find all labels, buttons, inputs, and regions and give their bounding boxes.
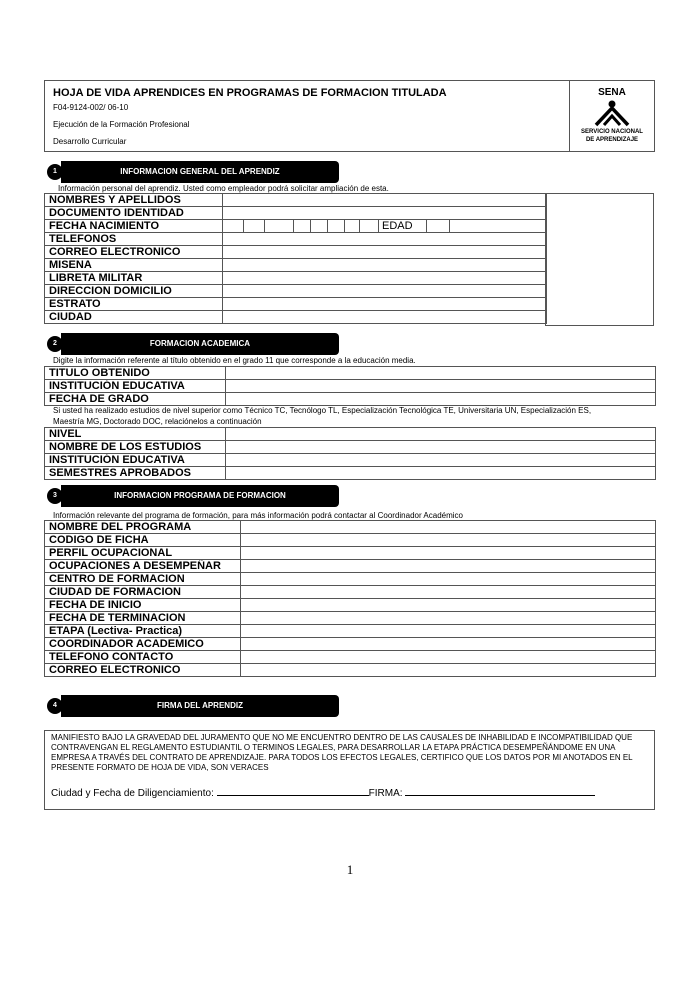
table-row [45, 233, 547, 246]
section-title: FORMACION ACADEMICA [61, 333, 339, 355]
field-input[interactable] [241, 638, 656, 651]
table-row [45, 547, 656, 560]
field-input[interactable] [223, 272, 547, 285]
field-label: ESTRATO [45, 298, 223, 311]
signature-label: FIRMA: [368, 788, 403, 799]
section-title: INFORMACION GENERAL DEL APRENDIZ [61, 161, 339, 183]
table-row [45, 380, 656, 393]
field-input[interactable] [226, 454, 656, 467]
field-label: NOMBRES Y APELLIDOS [45, 194, 223, 207]
field-label: CIUDAD DE FORMACION [45, 586, 241, 599]
table-row [45, 393, 656, 406]
page-number: 1 [346, 862, 354, 877]
table-row [45, 560, 656, 573]
logo-brand: SENA [598, 87, 626, 98]
field-input[interactable] [226, 393, 656, 406]
field-input[interactable] [241, 560, 656, 573]
field-label: MISENA [45, 259, 223, 272]
table-row [45, 246, 547, 259]
field-label: DIRECCION DOMICILIO [45, 285, 223, 298]
personal-info-table [44, 193, 547, 324]
section-1-note: Información personal del aprendiz. Usted como empleador podrá solicitar ampliación de esta. [58, 184, 389, 193]
field-label: ETAPA (Lectiva- Practica) [45, 625, 241, 638]
field-label: CODIGO DE FICHA [45, 534, 241, 547]
field-input[interactable] [241, 625, 656, 638]
field-input[interactable] [223, 285, 547, 298]
signature-line [51, 786, 595, 799]
table-row [45, 612, 656, 625]
field-label: FECHA NACIMIENTO [45, 220, 223, 233]
table-row [45, 625, 656, 638]
field-input[interactable] [226, 367, 656, 380]
field-label: FECHA DE INICIO [45, 599, 241, 612]
field-input[interactable] [223, 298, 547, 311]
logo-line-1: SERVICIO NACIONAL [581, 129, 643, 135]
field-input[interactable] [226, 428, 656, 441]
table-row [45, 207, 547, 220]
table-row [45, 272, 547, 285]
field-label: PERFIL OCUPACIONAL [45, 547, 241, 560]
date-digit-input[interactable] [311, 220, 328, 232]
date-digit-input[interactable] [345, 220, 360, 232]
field-label: SEMESTRES APROBADOS [45, 467, 226, 480]
table-row [45, 441, 656, 454]
date-digit-input[interactable] [360, 220, 379, 232]
sena-logo [569, 81, 654, 151]
field-label: TELEFONO CONTACTO [45, 651, 241, 664]
document-header [44, 80, 655, 152]
section-title: FIRMA DEL APRENDIZ [61, 695, 339, 717]
table-row [45, 454, 656, 467]
edad-label: EDAD [379, 220, 427, 232]
field-label: LIBRETA MILITAR [45, 272, 223, 285]
section-number: 2 [47, 336, 63, 352]
table-row [45, 367, 656, 380]
subprocess-name: Desarrollo Curricular [53, 137, 127, 146]
field-label: CORREO ELECTRONICO [45, 664, 241, 677]
field-label: DOCUMENTO IDENTIDAD [45, 207, 223, 220]
field-input[interactable] [223, 233, 547, 246]
table-row [45, 534, 656, 547]
table-row [45, 298, 547, 311]
date-digit-input[interactable] [328, 220, 345, 232]
field-input[interactable] [241, 651, 656, 664]
section-number: 4 [47, 698, 63, 714]
section-title: INFORMACION PROGRAMA DE FORMACION [61, 485, 339, 507]
birthdate-cells [223, 220, 547, 233]
field-input[interactable] [241, 664, 656, 677]
table-row [45, 599, 656, 612]
section-2-note-2a: Si usted ha realizado estudios de nivel superior como Técnico TC, Tecnólogo TL, Especialización Tecnológica TE, Universitaria UN, Especialización ES, [53, 406, 592, 415]
field-input[interactable] [223, 246, 547, 259]
date-digit-input[interactable] [244, 220, 265, 232]
field-input[interactable] [241, 612, 656, 625]
table-row [45, 521, 656, 534]
table-row [45, 220, 547, 233]
signature-field[interactable] [405, 786, 595, 796]
table-row [45, 194, 547, 207]
city-date-field[interactable] [217, 786, 369, 796]
process-name: Ejecución de la Formación Profesional [53, 120, 190, 129]
date-digit-input[interactable] [223, 220, 244, 232]
field-input[interactable] [223, 207, 547, 220]
document-code: F04-9124-002/ 06-10 [53, 103, 129, 112]
field-label: CIUDAD [45, 311, 223, 324]
date-digit-input[interactable] [294, 220, 311, 232]
field-input[interactable] [226, 467, 656, 480]
section-2-note: Digite la información referente al título obtenido en el grado 11 que corresponde a la educación media. [53, 356, 416, 365]
field-label: TITULO OBTENIDO [45, 367, 226, 380]
table-row [45, 573, 656, 586]
field-label: CORREO ELECTRONICO [45, 246, 223, 259]
academic-table-b [44, 427, 656, 480]
field-input[interactable] [241, 573, 656, 586]
edad-input[interactable] [427, 220, 450, 232]
field-input[interactable] [241, 599, 656, 612]
field-input[interactable] [241, 521, 656, 534]
field-label: NIVEL [45, 428, 226, 441]
signature-box [44, 730, 655, 810]
table-row [45, 285, 547, 298]
table-row [45, 586, 656, 599]
field-label: FECHA DE GRADO [45, 393, 226, 406]
table-row [45, 428, 656, 441]
field-label: INSTITUCIÓN EDUCATIVA [45, 380, 226, 393]
table-row [45, 467, 656, 480]
field-input[interactable] [226, 380, 656, 393]
sena-emblem-icon [592, 99, 632, 127]
field-label: NOMBRE DE LOS ESTUDIOS [45, 441, 226, 454]
program-table [44, 520, 656, 677]
field-label: OCUPACIONES A DESEMPEÑAR [45, 560, 241, 573]
field-input[interactable] [223, 259, 547, 272]
date-digit-input[interactable] [265, 220, 294, 232]
table-row [45, 259, 547, 272]
field-input[interactable] [226, 441, 656, 454]
table-row [45, 311, 547, 324]
photo-box[interactable] [545, 193, 654, 326]
section-number: 3 [47, 488, 63, 504]
field-input[interactable] [223, 311, 547, 324]
field-label: INSTITUCIÓN EDUCATIVA [45, 454, 226, 467]
field-label: TELEFONOS [45, 233, 223, 246]
section-3-note: Información relevante del programa de formación, para más información podrá contactar al Coordinador Académico [53, 511, 463, 520]
section-number: 1 [47, 164, 63, 180]
field-input[interactable] [223, 194, 547, 207]
field-label: CENTRO DE FORMACION [45, 573, 241, 586]
field-label: NOMBRE DEL PROGRAMA [45, 521, 241, 534]
table-row [45, 664, 656, 677]
city-date-label: Ciudad y Fecha de Diligenciamiento: [51, 788, 214, 799]
section-2-note-2b: Maestría MG, Doctorado DOC, relaciónelos a continuación [53, 417, 262, 426]
academic-table-a [44, 366, 656, 406]
document-title: HOJA DE VIDA APRENDICES EN PROGRAMAS DE FORMACION TITULADA [53, 87, 447, 99]
field-input[interactable] [241, 534, 656, 547]
logo-line-2: DE APRENDIZAJE [585, 137, 639, 143]
field-input[interactable] [241, 547, 656, 560]
table-row [45, 638, 656, 651]
field-label: COORDINADOR ACADEMICO [45, 638, 241, 651]
field-label: FECHA DE TERMINACION [45, 612, 241, 625]
field-input[interactable] [241, 586, 656, 599]
declaration-text: MANIFIESTO BAJO LA GRAVEDAD DEL JURAMENTO QUE NO ME ENCUENTRO DENTRO DE LAS CAUSALES DE INHABILIDAD E INCOMPATIBILIDAD QUE CONTRAVENGAN EL REGLAMENTO ESTUDIANTIL O TERMINOS LEGALES, PARA DESARROLLAR LA ETAPA PRÁCTICA DESEMPEÑÁNDOME EN UNA EMPRESA A TRAVÉS DEL CONTRATO DE APRENDIZAJE. PARA TODOS LOS EFECTOS LEGALES, CERTIFICO QUE LOS DATOS POR MI ANOTADOS EN EL PRESENTE FORMATO DE HOJA DE VIDA, SON VERACES [51, 733, 633, 772]
table-row [45, 651, 656, 664]
